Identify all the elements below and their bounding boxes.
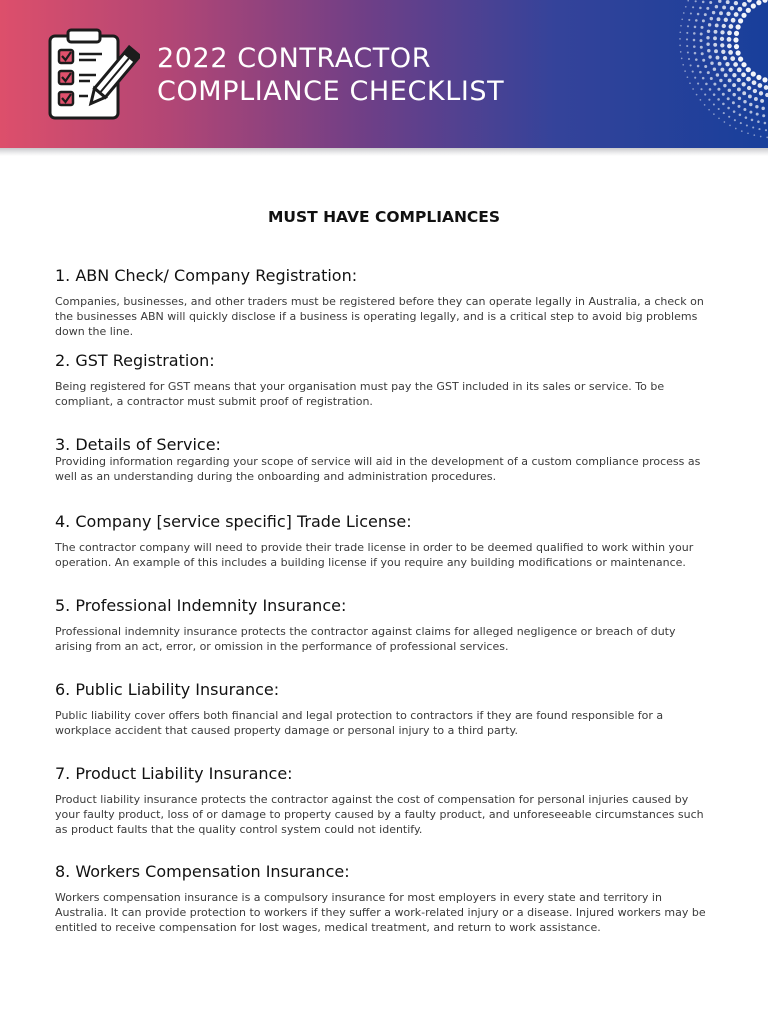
halftone-dot xyxy=(733,62,738,67)
halftone-dot xyxy=(692,71,694,73)
halftone-dot xyxy=(754,97,758,101)
halftone-dot xyxy=(700,33,703,36)
halftone-dot xyxy=(732,93,735,96)
halftone-dot xyxy=(701,52,704,55)
halftone-dot xyxy=(741,62,746,67)
halftone-dot xyxy=(715,5,718,8)
halftone-dot xyxy=(734,119,736,121)
halftone-dot xyxy=(723,56,727,60)
halftone-dot xyxy=(726,12,730,16)
halftone-dot xyxy=(681,18,683,20)
halftone-dot xyxy=(710,17,713,20)
halftone-dots-decoration xyxy=(628,0,768,148)
halftone-dot xyxy=(693,45,696,48)
halftone-dot xyxy=(702,19,705,22)
title-line-2: COMPLIANCE CHECKLIST xyxy=(157,76,505,107)
halftone-dot xyxy=(760,136,762,138)
halftone-dot xyxy=(730,56,735,61)
halftone-dot xyxy=(687,76,689,78)
halftone-dot xyxy=(684,70,686,72)
halftone-dot xyxy=(713,113,715,115)
item-body: Professional indemnity insurance protects the contractor against claims for alleged negligence or breach of duty arising from an act, error, or omission in the performance of professional services. xyxy=(55,625,676,653)
halftone-dot xyxy=(700,99,702,101)
halftone-dot xyxy=(747,86,751,90)
item-heading: 6. Public Liability Insurance: xyxy=(55,680,280,699)
halftone-dot xyxy=(746,124,748,126)
halftone-dot xyxy=(693,39,696,42)
halftone-dot xyxy=(696,94,698,96)
halftone-dot xyxy=(706,36,709,39)
halftone-dot xyxy=(692,6,694,8)
halftone-dot xyxy=(742,2,747,7)
halftone-dot xyxy=(680,51,682,53)
halftone-dot xyxy=(735,128,737,130)
halftone-dot xyxy=(706,7,709,10)
halftone-dot xyxy=(720,43,724,47)
checklist-item-2 xyxy=(55,350,715,409)
halftone-dot xyxy=(727,31,732,36)
halftone-dot xyxy=(707,71,710,74)
title-line-1: 2022 CONTRACTOR xyxy=(157,43,432,74)
halftone-dot xyxy=(708,99,710,101)
halftone-dot xyxy=(751,119,754,122)
item-heading: 3. Details of Service: xyxy=(55,435,221,454)
halftone-dot xyxy=(704,13,707,16)
item-heading: 1. ABN Check/ Company Registration: xyxy=(55,266,358,285)
halftone-dot xyxy=(710,61,713,64)
halftone-dot xyxy=(746,77,751,82)
halftone-dot xyxy=(713,103,715,105)
checklist-item-3 xyxy=(55,434,715,484)
halftone-dot xyxy=(688,19,690,21)
banner-shadow xyxy=(0,148,768,156)
halftone-dot xyxy=(687,0,689,2)
halftone-dot xyxy=(699,71,702,74)
halftone-dot xyxy=(702,1,705,4)
halftone-dot xyxy=(714,49,718,53)
halftone-dot xyxy=(718,0,721,3)
halftone-dot xyxy=(761,107,764,110)
halftone-dot xyxy=(732,83,736,87)
halftone-dot xyxy=(687,25,689,27)
checklist-item-6 xyxy=(55,679,715,738)
item-heading: 7. Product Liability Insurance: xyxy=(55,764,293,783)
halftone-dot xyxy=(695,19,698,22)
halftone-dot xyxy=(723,84,726,87)
halftone-dot xyxy=(700,46,703,49)
halftone-dot xyxy=(686,32,688,34)
halftone-dot xyxy=(737,68,742,73)
halftone-dot xyxy=(728,50,733,55)
halftone-dot xyxy=(758,128,760,130)
halftone-dot xyxy=(727,37,732,42)
halftone-dot xyxy=(690,64,692,66)
halftone-dot xyxy=(723,112,725,114)
halftone-dot xyxy=(706,42,709,45)
halftone-dot xyxy=(758,83,763,88)
halftone-dot xyxy=(728,68,732,72)
halftone-dot xyxy=(742,91,746,95)
halftone-dot xyxy=(752,80,757,85)
halftone-dot xyxy=(688,58,690,60)
halftone-dot xyxy=(743,100,746,103)
item-body: Product liability insurance protects the contractor against the cost of compensation for personal injuries caused by your faulty product, loss of or damage to property caused by a faulty product, and unforeseeable circumstances such as product faults that the quality control system could not identify. xyxy=(55,793,704,836)
halftone-dot xyxy=(685,6,687,8)
halftone-dot xyxy=(697,83,699,85)
halftone-dot xyxy=(728,89,731,92)
halftone-dot xyxy=(753,134,755,136)
halftone-dot xyxy=(747,132,749,134)
halftone-dot xyxy=(707,49,710,52)
section-heading: MUST HAVE COMPLIANCES xyxy=(267,208,501,226)
halftone-dot xyxy=(693,32,696,35)
item-body: Workers compensation insurance is a compulsory insurance for most employers in every state and territory in Australia. It can provide protection to workers if they suffer a work-related injury or a disease. Injured workers may be entitled to receive compensation for lost wages, medical treatment, and return to work assistance. xyxy=(55,891,706,934)
halftone-dot xyxy=(713,36,717,40)
halftone-dot xyxy=(762,114,765,117)
halftone-dot xyxy=(718,62,722,66)
item-heading: 5. Professional Indemnity Insurance: xyxy=(55,596,347,615)
page-title xyxy=(157,42,617,108)
halftone-dot xyxy=(720,37,724,41)
halftone-dot xyxy=(712,11,715,14)
halftone-dot xyxy=(714,30,718,34)
halftone-dot xyxy=(717,17,721,21)
halftone-dot xyxy=(730,6,734,10)
halftone-dot xyxy=(738,97,741,100)
halftone-dot xyxy=(752,126,754,128)
halftone-dot xyxy=(722,5,726,9)
item-heading: 8. Workers Compensation Insurance: xyxy=(55,862,350,881)
halftone-dot xyxy=(727,44,732,49)
halftone-dot xyxy=(733,110,736,113)
halftone-dot xyxy=(749,103,752,106)
item-body: Providing information regarding your scope of service will aid in the development of a custom compliance process as well as an understanding during the onboarding and administration procedures. xyxy=(55,455,701,483)
halftone-dot xyxy=(728,116,730,118)
halftone-dot xyxy=(699,7,702,10)
halftone-dot xyxy=(716,56,720,60)
halftone-dot xyxy=(732,101,735,104)
halftone-dot xyxy=(709,1,712,4)
halftone-dot xyxy=(717,88,720,91)
halftone-dot xyxy=(759,91,763,95)
halftone-dot xyxy=(748,94,752,98)
halftone-dot xyxy=(718,108,720,110)
halftone-dot xyxy=(722,103,725,106)
halftone-dot xyxy=(749,111,752,114)
halftone-dot xyxy=(737,87,741,91)
halftone-dot xyxy=(726,0,730,4)
halftone-dot xyxy=(708,109,710,111)
halftone-dot xyxy=(741,130,743,132)
halftone-dot xyxy=(765,129,767,131)
item-body: Being registered for GST means that your organisation must pay the GST included in its sales or service. To be compliant, a contractor must submit proof of registration. xyxy=(55,380,665,408)
halftone-dot xyxy=(724,73,728,77)
halftone-dot xyxy=(705,83,708,86)
halftone-dot xyxy=(732,73,736,77)
halftone-dot xyxy=(760,99,764,103)
halftone-dot xyxy=(708,55,711,58)
halftone-dot xyxy=(722,93,725,96)
halftone-dot xyxy=(756,0,761,5)
halftone-dot xyxy=(733,37,738,42)
checklist-item-1 xyxy=(55,265,715,339)
halftone-dot xyxy=(747,0,752,3)
halftone-dot xyxy=(741,13,746,18)
halftone-dot xyxy=(704,94,706,96)
halftone-dot xyxy=(709,88,712,91)
item-body: The contractor company will need to provide their trade license in order to be deemed qualified to work within your operation. An example of this includes a building license if you require any building modifications or maintenance. xyxy=(55,541,694,569)
halftone-dot xyxy=(710,77,713,80)
checklist-item-8 xyxy=(55,861,715,935)
clipboard-checklist-pencil-icon xyxy=(44,26,140,122)
halftone-dot xyxy=(743,108,746,111)
halftone-dot xyxy=(697,13,700,16)
halftone-dot xyxy=(704,104,706,106)
halftone-dot xyxy=(679,31,681,33)
halftone-dot xyxy=(745,116,748,119)
halftone-dot xyxy=(713,43,717,47)
halftone-dot xyxy=(738,7,743,12)
halftone-dot xyxy=(738,18,743,23)
halftone-dot xyxy=(707,30,710,33)
halftone-dot xyxy=(755,105,758,108)
halftone-dot xyxy=(724,121,726,123)
item-heading: 4. Company [service specific] Trade License: xyxy=(55,512,412,531)
halftone-dot xyxy=(746,8,751,13)
halftone-dot xyxy=(720,68,724,72)
halftone-dot xyxy=(686,45,688,47)
halftone-dot xyxy=(683,12,685,14)
halftone-dot xyxy=(740,122,742,124)
halftone-dot xyxy=(692,88,694,90)
halftone-dot xyxy=(722,24,726,28)
halftone-dot xyxy=(680,25,682,27)
halftone-dot xyxy=(715,23,719,27)
halftone-dot xyxy=(700,88,702,90)
header-banner xyxy=(0,0,768,148)
item-body: Public liability cover offers both financial and legal protection to contractors if they are found responsible for a workplace accident that caused property damage or personal injury to a third party. xyxy=(55,709,664,737)
halftone-dot xyxy=(686,38,688,40)
halftone-dot xyxy=(713,93,716,96)
halftone-dot xyxy=(713,67,716,70)
item-heading: 2. GST Registration: xyxy=(55,351,215,370)
halftone-dot xyxy=(720,30,724,34)
halftone-dot xyxy=(764,85,768,90)
halftone-dot xyxy=(717,98,720,101)
halftone-dot xyxy=(728,78,732,82)
halftone-dot xyxy=(742,82,746,86)
halftone-dot xyxy=(737,78,741,82)
halftone-dot xyxy=(701,26,704,29)
halftone-dot xyxy=(679,45,681,47)
halftone-dot xyxy=(690,12,692,14)
halftone-dot xyxy=(721,50,725,54)
halftone-dot xyxy=(729,24,734,29)
halftone-dot xyxy=(702,77,705,80)
halftone-dot xyxy=(756,75,761,80)
halftone-dot xyxy=(695,0,697,2)
checklist-item-4 xyxy=(55,511,715,570)
halftone-dot xyxy=(694,52,697,55)
halftone-dot xyxy=(716,73,719,76)
halftone-dot xyxy=(731,18,736,23)
halftone-dot xyxy=(734,31,739,36)
halftone-dot xyxy=(708,23,711,26)
halftone-dot xyxy=(713,83,716,86)
halftone-dot xyxy=(736,50,741,55)
halftone-dot xyxy=(738,105,741,108)
halftone-dot xyxy=(757,120,760,123)
halftone-dot xyxy=(725,62,729,66)
checklist-item-5 xyxy=(55,595,715,654)
halftone-dot xyxy=(704,65,707,68)
halftone-dot xyxy=(739,114,742,117)
halftone-dot xyxy=(718,117,720,119)
halftone-dot xyxy=(687,51,689,53)
halftone-dot xyxy=(756,113,759,116)
halftone-dot xyxy=(679,38,681,40)
halftone-dot xyxy=(762,77,767,82)
halftone-dot xyxy=(734,44,739,49)
halftone-dot xyxy=(762,0,767,3)
halftone-dot xyxy=(719,79,722,82)
halftone-dot xyxy=(734,1,738,5)
halftone-dot xyxy=(695,58,698,61)
halftone-dot xyxy=(702,59,705,62)
halftone-dot xyxy=(700,39,703,42)
halftone-dot xyxy=(729,125,731,127)
checklist-item-7 xyxy=(55,763,715,837)
halftone-dot xyxy=(697,65,700,68)
halftone-dot xyxy=(719,11,723,15)
halftone-dot xyxy=(727,107,730,110)
halftone-dot xyxy=(694,77,696,79)
halftone-dot xyxy=(753,89,757,93)
halftone-dot xyxy=(736,24,741,29)
halftone-dot xyxy=(682,64,684,66)
halftone-dot xyxy=(751,3,756,8)
halftone-dot xyxy=(738,57,743,62)
halftone-dot xyxy=(746,67,751,72)
halftone-dot xyxy=(751,71,756,76)
halftone-dot xyxy=(694,26,697,29)
halftone-dot xyxy=(689,82,691,84)
halftone-dot xyxy=(741,72,746,77)
halftone-dot xyxy=(727,97,730,100)
halftone-dot xyxy=(764,122,767,125)
halftone-dot xyxy=(724,18,728,22)
halftone-dot xyxy=(681,58,683,60)
halftone-dot xyxy=(734,12,739,17)
item-body: Companies, businesses, and other traders must be registered before they can operate legally in Australia, a check on the businesses ABN will quickly disclose if a business is operating legally, and is a critical step to avoid big problems down the line. xyxy=(55,295,704,338)
